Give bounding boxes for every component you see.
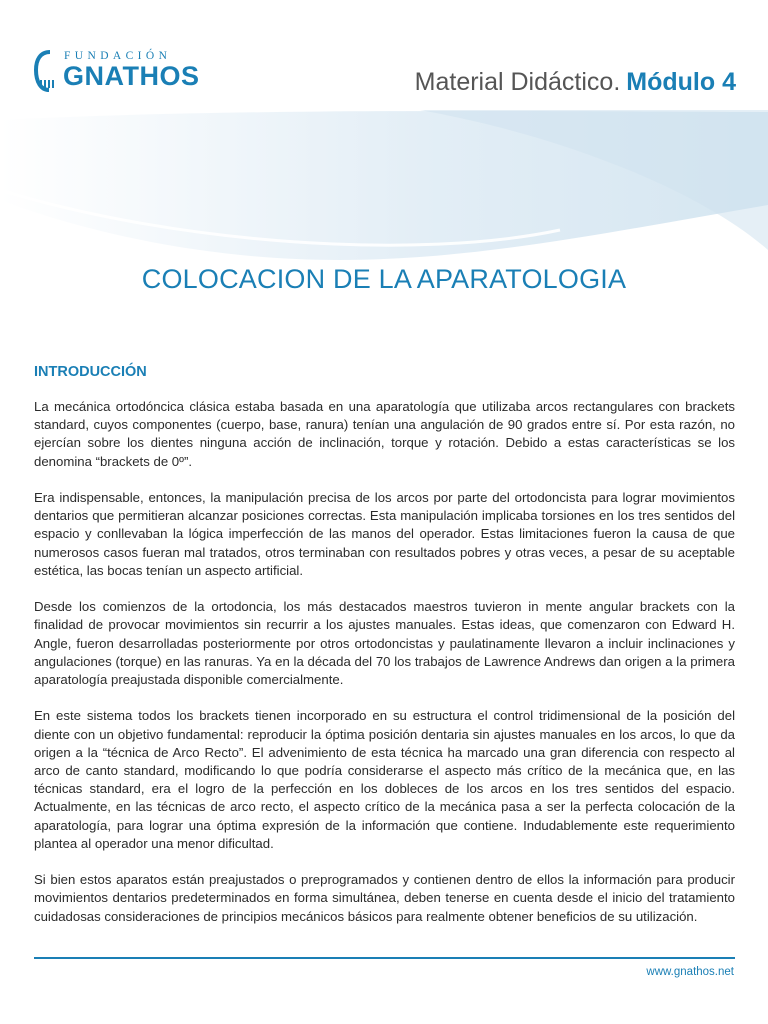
footer-url-link[interactable]: www.gnathos.net: [646, 966, 734, 978]
logo-foundation-text: FUNDACIÓN: [64, 50, 172, 62]
module-title: [415, 68, 736, 97]
paragraph: Era indispensable, entonces, la manipulación precisa de los arcos por parte del ortodoncista para lograr movimientos dentarios que permitieran alcanzar posiciones correctas. Esta manipulación implicaba torsiones en los tres sentidos del espacio y conllevaban la lógica imperfección de las manos del operador. Estas limitaciones fueron la causa de que numerosos casos fueran mal tratados, otros terminaban con resultados pobres y otras veces, a pesar de su aceptable estética, las bocas tenían un aspecto artificial.: [34, 490, 735, 578]
page-header: [0, 0, 768, 110]
decorative-wave-banner: [0, 110, 768, 270]
document-title: COLOCACION DE LA APARATOLOGIA: [141, 264, 627, 294]
section-heading: INTRODUCCIÓN: [34, 364, 147, 380]
module-label: Módulo 4: [626, 68, 736, 96]
main-content: [34, 364, 735, 944]
paragraph: La mecánica ortodóncica clásica estaba basada en una aparatología que utilizaba arcos rectangulares con brackets standard, cuyos componentes (cuerpo, base, ranura) tenían una angulación de 90 grados entre sí. Por esta razón, no ejercían sobre los dientes ninguna acción de inclinación, torque y rotación. Debido a estas características se los denomina “brackets de 0º”.: [34, 399, 735, 469]
logo-brand-text: GNATHOS: [63, 61, 200, 91]
paragraph: En este sistema todos los brackets tienen incorporado en su estructura el control tridimensional de la posición del diente con un objetivo fundamental: reproducir la óptima posición dentaria sin ajustes manuales en los arcos, lo que da origen a la “técnica de Arco Recto”. El advenimiento de esta técnica ha marcado una gran diferencia con respecto al arco de canto standard, modificando lo que podría considerarse el aspecto más crítico de la mecánica que, en las técnicas standard, era el logro de la perfección en los dobleces de los arcos en los tres sentidos del espacio. Actualmente, en las técnicas de arco recto, el aspecto crítico de la mecánica pasa a ser la perfecta colocación de la aparatología, para lograr una óptima expresión de la información que contiene. Indudablemente este requerimiento plantea al operador una menor dificultad.: [34, 708, 735, 851]
footer-divider: [34, 957, 735, 959]
gnathos-logo[interactable]: [34, 50, 234, 100]
paragraph: Desde los comienzos de la ortodoncia, los más destacados maestros tuvieron in mente angular brackets con la finalidad de provocar movimientos sin recurrir a los ajustes manuales. Estas ideas, que comenzaron con Edward H. Angle, fueron desarrolladas posteriormente por otros ortodoncistas y paulatinamente llevaron a incluir inclinaciones y angulaciones (torque) en las ranuras. Ya en la década del 70 los trabajos de Lawrence Andrews dan origen a la primera aparatología preajustada disponible comercialmente.: [34, 599, 735, 688]
module-prefix: Material Didáctico.: [414, 68, 621, 96]
paragraph: Si bien estos aparatos están preajustados o preprogramados y contienen dentro de ellos la información para producir movimientos dentarios predeterminados en forma simultánea, deben tenerse en cuenta desde el inicio del tratamiento cuidadosas consideraciones de principios mecánicos básicos para realmente obtener beneficios de su utilización.: [34, 872, 735, 924]
gnathos-mark-icon: [34, 50, 58, 94]
